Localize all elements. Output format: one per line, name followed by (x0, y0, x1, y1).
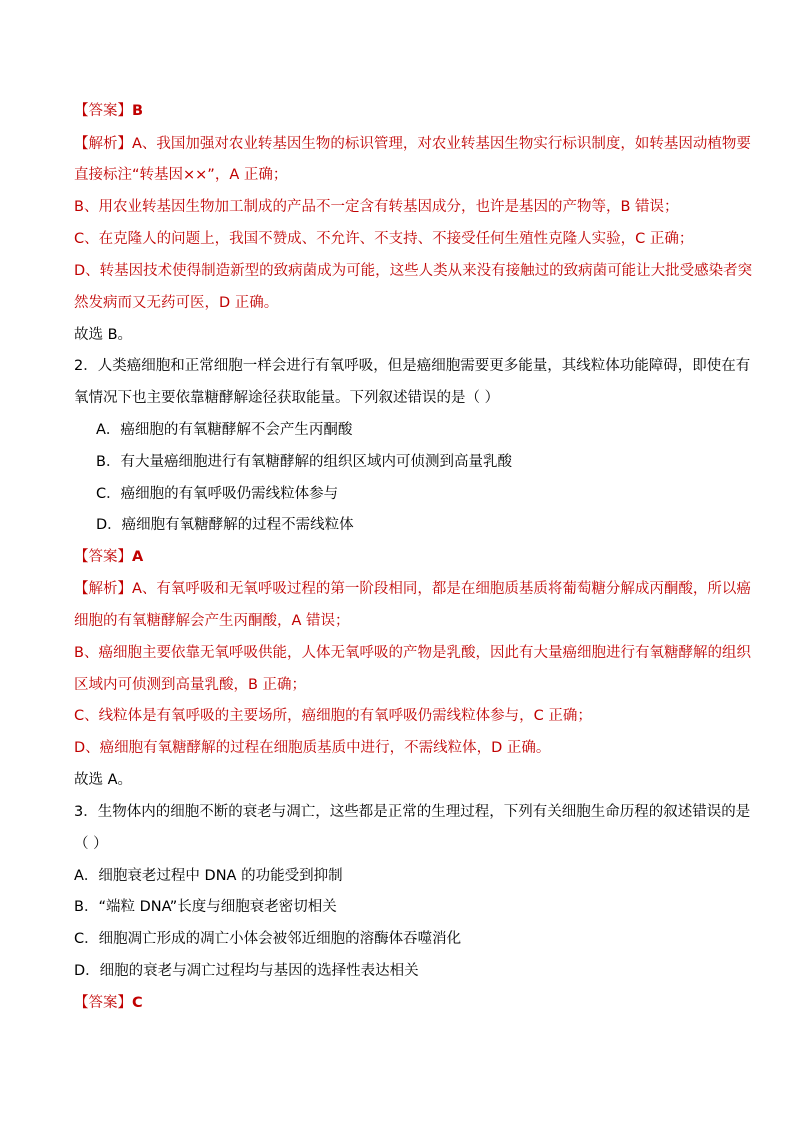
q3-option-d: D．细胞的衰老与凋亡过程均与基因的选择性表达相关 (74, 963, 419, 979)
answer-value: A (132, 549, 144, 565)
q1-analysis-line-6: 然发病而又无药可医，D 正确。 (74, 295, 279, 311)
q2-conclusion: 故选 A。 (74, 772, 133, 788)
q1-analysis-line-4: C、在克隆人的问题上，我国不赞成、不允许、不支持、不接受任何生殖性克隆人实验，C 正确； (74, 231, 694, 247)
q2-analysis-line-3: B、癌细胞主要依靠无氧呼吸供能，人体无氧呼吸的产物是乳酸，因此有大量癌细胞进行有氧糖酵解的组织 (74, 645, 751, 661)
q2-analysis-line-2: 细胞的有氧糖酵解会产生丙酮酸，A 错误； (74, 613, 350, 629)
q3-answer (74, 993, 143, 1013)
q1-analysis-line-1 (74, 134, 751, 154)
q1-analysis-line-5: D、转基因技术使得制造新型的致病菌成为可能，这些人类从来没有接触过的致病菌可能让大批受感染者突 (74, 263, 753, 279)
answer-tag: 【答案】 (74, 103, 132, 119)
q3-option-a: A．细胞衰老过程中 DNA 的功能受到抑制 (74, 868, 343, 884)
analysis-text: A、我国加强对农业转基因生物的标识管理，对农业转基因生物实行标识制度，如转基因动植物要 (132, 136, 751, 152)
q1-analysis-line-3: B、用农业转基因生物加工制成的产品不一定含有转基因成分，也许是基因的产物等，B 错误； (74, 199, 679, 215)
q3-option-c: C．细胞凋亡形成的凋亡小体会被邻近细胞的溶酶体吞噬消化 (74, 931, 462, 947)
q3-stem-line-1: 3．生物体内的细胞不断的衰老与凋亡，这些都是正常的生理过程，下列有关细胞生命历程的叙述错误的是 (74, 804, 751, 820)
q2-analysis-line-5: C、线粒体是有氧呼吸的主要场所，癌细胞的有氧呼吸仍需线粒体参与，C 正确； (74, 708, 592, 724)
q3-option-b: B．“端粒 DNA”长度与细胞衰老密切相关 (74, 899, 337, 915)
q2-option-d: D．癌细胞有氧糖酵解的过程不需线粒体 (96, 517, 354, 533)
analysis-tag: 【解析】 (74, 581, 132, 597)
analysis-text: A、有氧呼吸和无氧呼吸过程的第一阶段相同，都是在细胞质基质将葡萄糖分解成丙酮酸，所以癌 (132, 581, 751, 597)
analysis-tag: 【解析】 (74, 136, 132, 152)
q2-stem-line-1: 2．人类癌细胞和正常细胞一样会进行有氧呼吸，但是癌细胞需要更多能量，其线粒体功能障碍，即使在有 (74, 358, 751, 374)
q2-option-c: C．癌细胞的有氧呼吸仍需线粒体参与 (96, 486, 339, 502)
q1-answer (74, 101, 143, 121)
q2-analysis-line-1 (74, 579, 751, 599)
q2-analysis-line-4: 区域内可侦测到高量乳酸，B 正确； (74, 677, 307, 693)
q2-analysis-line-6: D、癌细胞有氧糖酵解的过程在细胞质基质中进行，不需线粒体，D 正确。 (74, 740, 551, 756)
q3-stem-line-2: （ ） (74, 836, 108, 852)
q1-conclusion: 故选 B。 (74, 327, 133, 343)
q1-analysis-line-2: 直接标注“转基因××”，A 正确； (74, 167, 288, 183)
q2-option-b: B．有大量癌细胞进行有氧糖酵解的组织区域内可侦测到高量乳酸 (96, 454, 512, 470)
q2-stem-line-2: 氧情况下也主要依靠糖酵解途径获取能量。下列叙述错误的是（ ） (74, 390, 500, 406)
answer-value: B (132, 103, 144, 119)
answer-value: C (132, 995, 143, 1011)
answer-tag: 【答案】 (74, 549, 132, 565)
q2-answer (74, 547, 143, 567)
answer-tag: 【答案】 (74, 995, 132, 1011)
q2-option-a: A．癌细胞的有氧糖酵解不会产生丙酮酸 (96, 422, 353, 438)
